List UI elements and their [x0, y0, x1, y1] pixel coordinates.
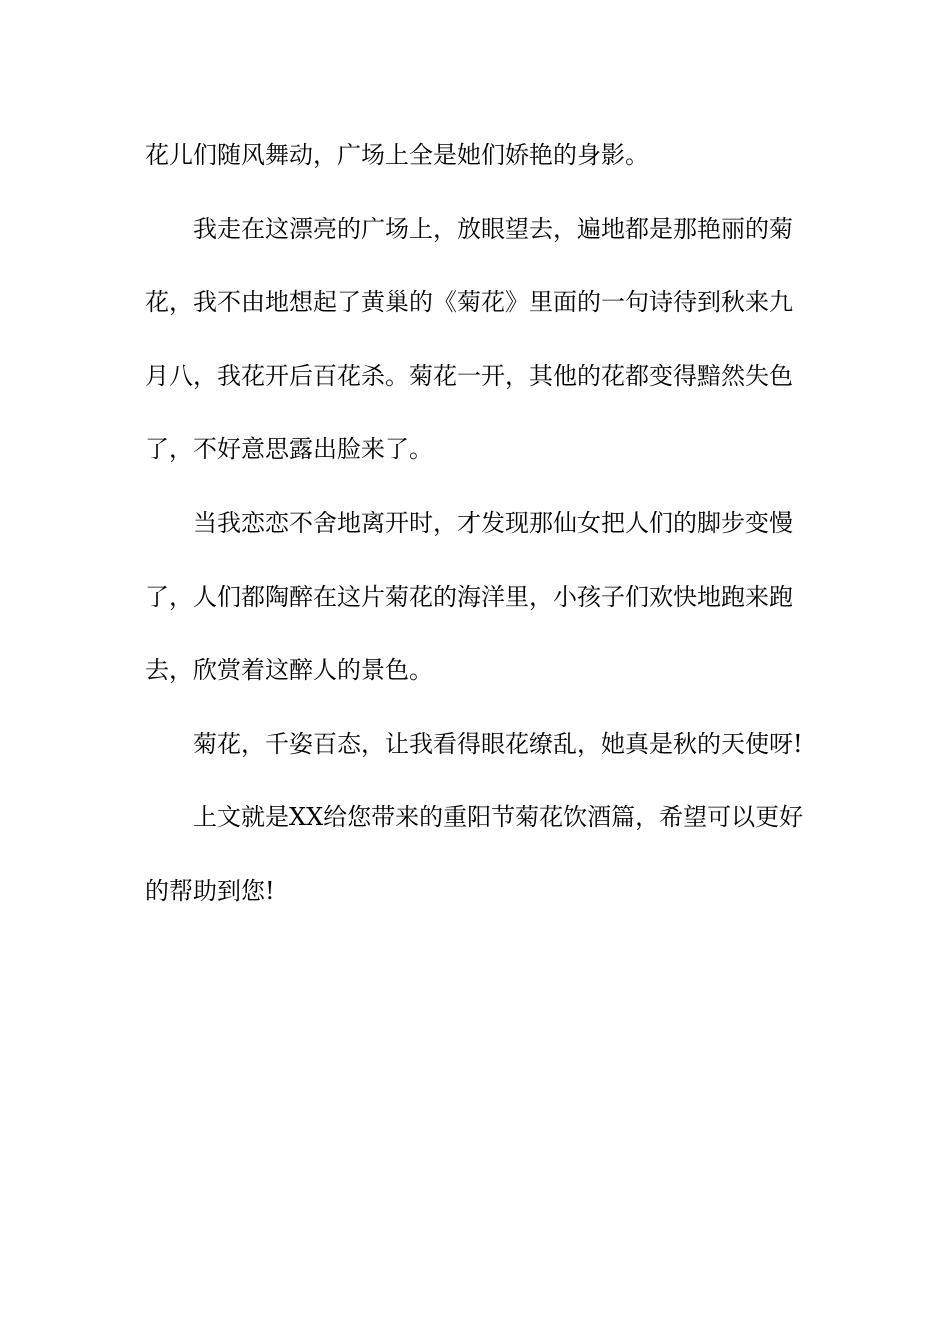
body-text [145, 119, 810, 929]
text-line: 了，不好意思露出脸来了。 [145, 435, 433, 464]
paragraph-1 [145, 119, 810, 193]
text-line: 花儿们随风舞动，广场上全是她们娇艳的身影。 [145, 141, 649, 169]
text-line: 的帮助到您! [145, 876, 275, 905]
text-line: 花，我不由地想起了黄巢的《菊花》里面的一句诗待到秋来九 [145, 288, 793, 317]
text-line: 我走在这漂亮的广场上，放眼望去，遍地都是那艳丽的菊 [193, 214, 793, 243]
text-line: 菊花，千姿百态，让我看得眼花缭乱，她真是秋的天使呀! [193, 729, 803, 758]
text-line: 了，人们都陶醉在这片菊花的海洋里，小孩子们欢快地跑来跑 [145, 582, 793, 611]
text-line: 上文就是XX给您带来的重阳节菊花饮酒篇，希望可以更好 [193, 803, 804, 832]
text-line: 去，欣赏着这醉人的景色。 [145, 656, 433, 685]
paragraph-3 [145, 487, 810, 708]
text-line: 月八，我花开后百花杀。菊花一开，其他的花都变得黯然失色 [145, 361, 793, 390]
paragraph-4 [145, 708, 810, 782]
paragraph-2 [145, 193, 810, 487]
text-line: 当我恋恋不舍地离开时，才发现那仙女把人们的脚步变慢 [193, 508, 793, 537]
paragraph-5 [145, 781, 810, 928]
